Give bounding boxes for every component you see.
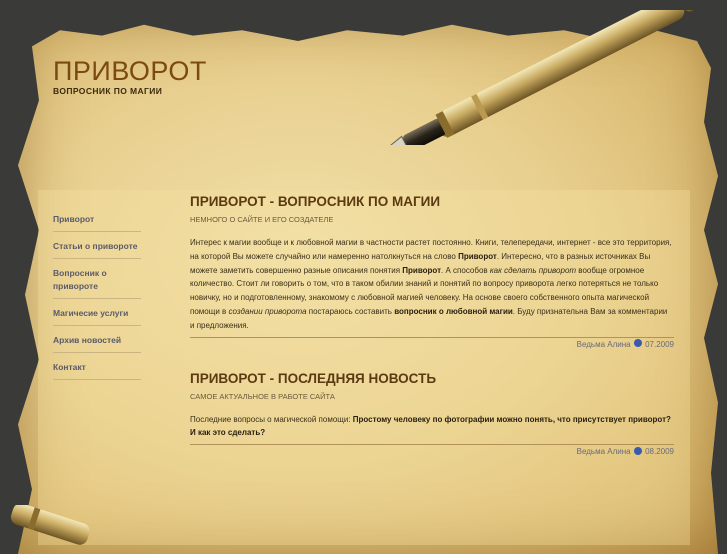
- sidebar-nav: [53, 210, 141, 385]
- post: [190, 371, 674, 457]
- post-body: Интерес к магии вообще и к любовной магии в частности растет постоянно. Книги, телепередачи, интернет - все это территория, на которой Вы можете случайно или намеренно натолкнуться на слово Приворот. Интересно, что в разных источниках Вы можете заметить совершенно разные описания понятия Приворот. А способов как сделать приворот вообще огромное количество. Стоит ли говорить о том, что в таком обилии знаний и понятий по вопросу приворота легко потеряться не только новичку, но и подготовленному, знакомому с любовной магией человеку. На основе своего собственного опыта магической помощи в создании приворота постараюсь составить вопросник о любовной магии. Буду признательна Вам за комментарии и предложения.: [190, 238, 672, 330]
- post-meta: [190, 444, 674, 456]
- post-subtitle: НЕМНОГО О САЙТЕ И ЕГО СОЗДАТЕЛЕ: [190, 215, 334, 224]
- post-date: 08.2009: [645, 447, 674, 457]
- post-subtitle: САМОЕ АКТУАЛЬНОЕ В РАБОТЕ САЙТА: [190, 391, 335, 401]
- nav-item-services[interactable]: Магичесие услуги: [53, 304, 141, 326]
- main-content: [190, 190, 674, 456]
- post-date: 07.2009: [645, 339, 674, 349]
- post: [190, 194, 674, 349]
- nav-item-articles[interactable]: Статьи о привороте: [53, 237, 141, 259]
- link-icon[interactable]: [634, 447, 642, 455]
- link-icon[interactable]: [634, 339, 642, 347]
- nav-item-questionnaire[interactable]: Вопросник о привороте: [53, 264, 141, 299]
- post-body: Последние вопросы о магической помощи: Простому человеку по фотографии можно понять, что присутствует приворот? И как это сделать?: [190, 414, 671, 438]
- post-meta: [190, 337, 674, 349]
- nav-item-privorot[interactable]: Приворот: [53, 210, 141, 232]
- post-author[interactable]: Ведьма Алина: [576, 447, 631, 457]
- site-title[interactable]: ПРИВОРОТ: [53, 56, 207, 86]
- site-subtitle: ВОПРОСНИК ПО МАГИИ: [53, 86, 163, 96]
- post-author[interactable]: Ведьма Алина: [576, 339, 631, 349]
- nav-item-contact[interactable]: Контакт: [53, 358, 141, 380]
- pen-cap-icon: [0, 505, 110, 545]
- nav-item-news-archive[interactable]: Архив новостей: [53, 331, 141, 353]
- fountain-pen-icon: [330, 10, 727, 145]
- post-title[interactable]: ПРИВОРОТ - ВОПРОСНИК ПО МАГИИ: [190, 194, 441, 209]
- post-title[interactable]: ПРИВОРОТ - ПОСЛЕДНЯЯ НОВОСТЬ: [190, 370, 437, 386]
